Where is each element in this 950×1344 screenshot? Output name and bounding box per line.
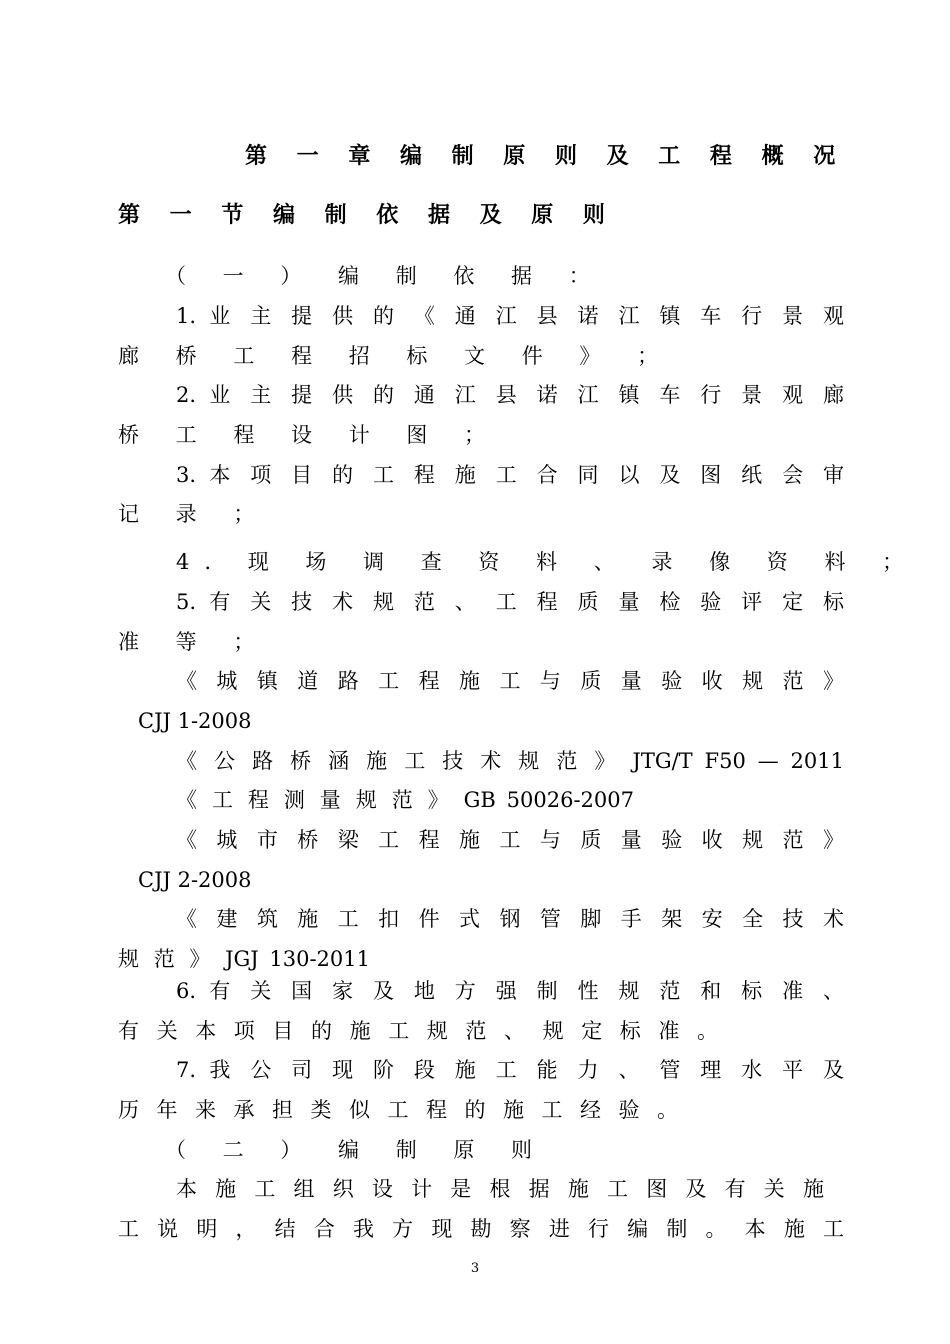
paragraph-line: 5. 有 关 技 术 规 范 、 工 程 质 量 检 验 评 定 标 [176,590,844,614]
paragraph-line: 廊 桥 工 程 招 标 文 件 》 ； [118,344,674,368]
standard-code: CJJ 2-2008 [138,868,252,892]
paragraph-line: 记 录 ； [118,502,270,526]
paragraph-line: 桥 工 程 设 计 图 ； [118,423,501,447]
subheading-principles: （ 二 ） 编 制 原 则 [165,1138,548,1162]
paragraph-line: 准 等 ； [118,630,270,654]
paragraph-line: 2. 业 主 提 供 的 通 江 县 诺 江 镇 车 行 景 观 廊 [176,383,844,407]
page-number: 3 [470,1261,480,1276]
standard-title: 《 工 程 测 量 规 范 》 GB 50026-2007 [176,788,634,812]
paragraph-line: 3. 本 项 目 的 工 程 施 工 合 同 以 及 图 纸 会 审 [176,463,844,487]
paragraph-line: 工 说 明 ， 结 合 我 方 现 勘 察 进 行 编 制 。 本 施 工 [118,1217,844,1241]
paragraph-line: 历 年 来 承 担 类 似 工 程 的 施 工 经 验 。 [118,1098,678,1122]
subheading-basis: （ 一 ） 编 制 依 据 ： [165,264,605,288]
section-title: 第 一 节 编 制 依 据 及 原 则 [118,202,616,228]
paragraph-line: 1. 业 主 提 供 的 《 通 江 县 诺 江 镇 车 行 景 观 [176,304,844,328]
paragraph-line: 7. 我 公 司 现 阶 段 施 工 能 力 、 管 理 水 平 及 [176,1058,844,1082]
standard-title: 《 建 筑 施 工 扣 件 式 钢 管 脚 手 架 安 全 技 术 [176,907,844,931]
standard-code: CJJ 1-2008 [138,709,252,733]
chapter-title: 第 一 章 编 制 原 则 及 工 程 概 况 [245,143,847,169]
paragraph-line: 有 关 本 项 目 的 施 工 规 范 、 规 定 标 准 。 [118,1019,718,1043]
standard-title: 《 城 市 桥 梁 工 程 施 工 与 质 量 验 收 规 范 》 [176,828,844,852]
standard-title: 规 范 》 JGJ 130-2011 [118,947,370,971]
paragraph-line: 本 施 工 组 织 设 计 是 根 据 施 工 图 及 有 关 施 [176,1177,824,1201]
standard-title: 《 城 镇 道 路 工 程 施 工 与 质 量 验 收 规 范 》 [176,669,844,693]
paragraph-line: 4. 现 场 调 查 资 料 、 录 像 资 料 ； [176,550,919,574]
paragraph-line: 6. 有 关 国 家 及 地 方 强 制 性 规 范 和 标 准 、 [176,979,844,1003]
standard-title: 《 公 路 桥 涵 施 工 技 术 规 范 》 JTG/T F50 — 2011 [176,749,844,773]
